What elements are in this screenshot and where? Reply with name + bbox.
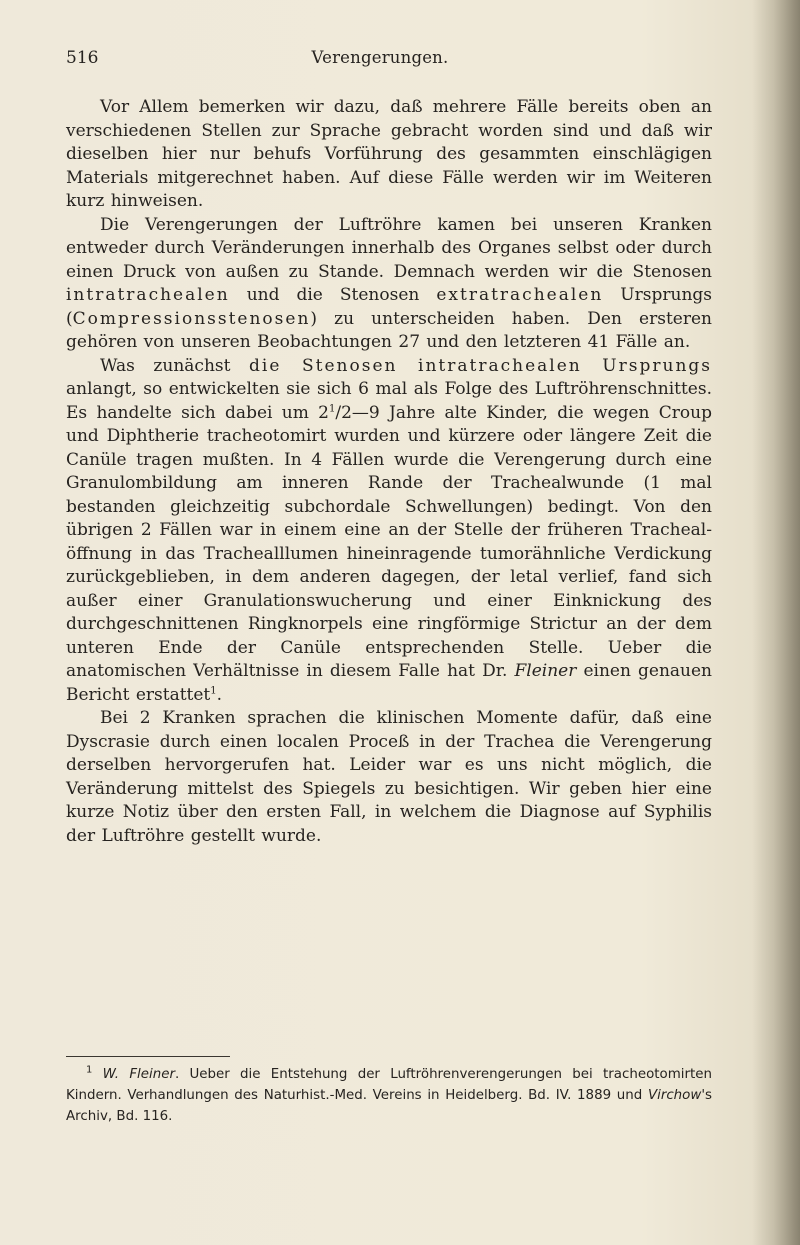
footnote-author: W. Fleiner: [102, 1067, 175, 1082]
footnote-marker: 1: [86, 1064, 93, 1076]
spaced-term: intratrachealen: [66, 285, 230, 305]
page-header: [0, 48, 760, 78]
text-run: Was zunächst: [100, 355, 250, 376]
main-text: [66, 96, 712, 848]
paragraph-3: [66, 355, 712, 708]
page-edge-shadow: [752, 0, 800, 1245]
paragraph-2: [66, 214, 712, 355]
text-run: anlangt, so entwickelten sie sich 6 mal als Folge des Luftröhrenschnittes. Es handelte sich dabei um 2: [66, 379, 712, 423]
page-number: 516: [66, 48, 99, 68]
footnote-divider: [66, 1056, 230, 1057]
spaced-term: Compressionsstenosen: [72, 308, 311, 329]
spaced-term: die Stenosen intratrachealen Ursprungs: [249, 355, 713, 376]
text-run: Die Verengerungen der Luftröhre kamen bei unseren Kranken entweder durch Veränderungen innerhalb des Organes selbst oder durch einen Druck von außen zu Stande. Demnach werden wir die Stenosen: [66, 214, 712, 282]
footnote-text: . Ueber die Entstehung der Luftröhrenverengerungen bei tracheotomirten Kindern. Verhandlungen des Naturhist.-Med. Vereins in Heidelberg. Bd. IV. 1889 und: [66, 1067, 712, 1103]
text-run: /2—9 Jahre alte Kinder, die wegen Croup und Diphtherie tracheotomirt wurden und kürzere oder längere Zeit die Canüle tragen mußten. In 4 Fällen wurde die Verengerung durch eine Granulombildung am inneren Rande der Trachealwunde (1 mal bestanden gleichzeitig subchordale Schwellungen) bedingt. Von den übrigen 2 Fällen war in einem eine an der Stelle der früheren Trachealöffnung in das Trachealllumen hineinragende tumorähnliche Verdickung zurückgeblieben, in dem anderen dagegen, der letal verlief, fand sich außer einer Granulationswucherung und einer Einknickung des durchgeschnittenen Ringknorpels eine ringförmige Strictur an der dem unteren Ende der Canüle entsprechenden Stelle. Ueber die anatomischen Verhältnisse in diesem Falle hat Dr.: [66, 402, 712, 681]
paragraph-1: Vor Allem bemerken wir dazu, daß mehrere Fälle bereits oben an verschiedenen Stellen zur Sprache gebracht worden sind und daß wir dieselben hier nur behufs Vorführung des gesammten einschlägigen Materials mitgerechnet haben. Auf diese Fälle werden wir im Weiteren kurz hinweisen.: [66, 97, 712, 211]
text-run: ) zu unterscheiden haben. Den ersteren gehören von unseren Beobachtungen 27 und den letzteren 41 Fälle an.: [66, 308, 712, 352]
spaced-term: extratrachealen: [436, 285, 604, 305]
text-run: und die Stenosen: [229, 285, 437, 305]
footnote-reference: 1: [210, 684, 217, 696]
footnote-text: 's Archiv, Bd. 116.: [66, 1088, 712, 1124]
author-name: Fleiner: [514, 661, 577, 681]
paragraph-4: Bei 2 Kranken sprachen die klinischen Momente dafür, daß eine Dyscrasie durch einen localen Proceß in der Trachea die Verengerung derselben hervorgerufen hat. Leider war es uns nicht möglich, die Veränderung mittelst des Spiegels zu besichtigen. Wir geben hier eine kurze Notiz über den ersten Fall, in welchem die Diagnose auf Syphilis der Luftröhre gestellt wurde.: [66, 708, 712, 846]
running-title: Verengerungen.: [311, 48, 449, 67]
text-run: .: [216, 684, 223, 705]
text-run: einen genauen Bericht erstattet: [66, 661, 712, 705]
footnote-author: Virchow: [647, 1088, 702, 1103]
fraction-numerator: 1: [328, 402, 336, 414]
text-run: Ursprungs (: [66, 285, 712, 329]
footnote: [66, 1064, 712, 1127]
